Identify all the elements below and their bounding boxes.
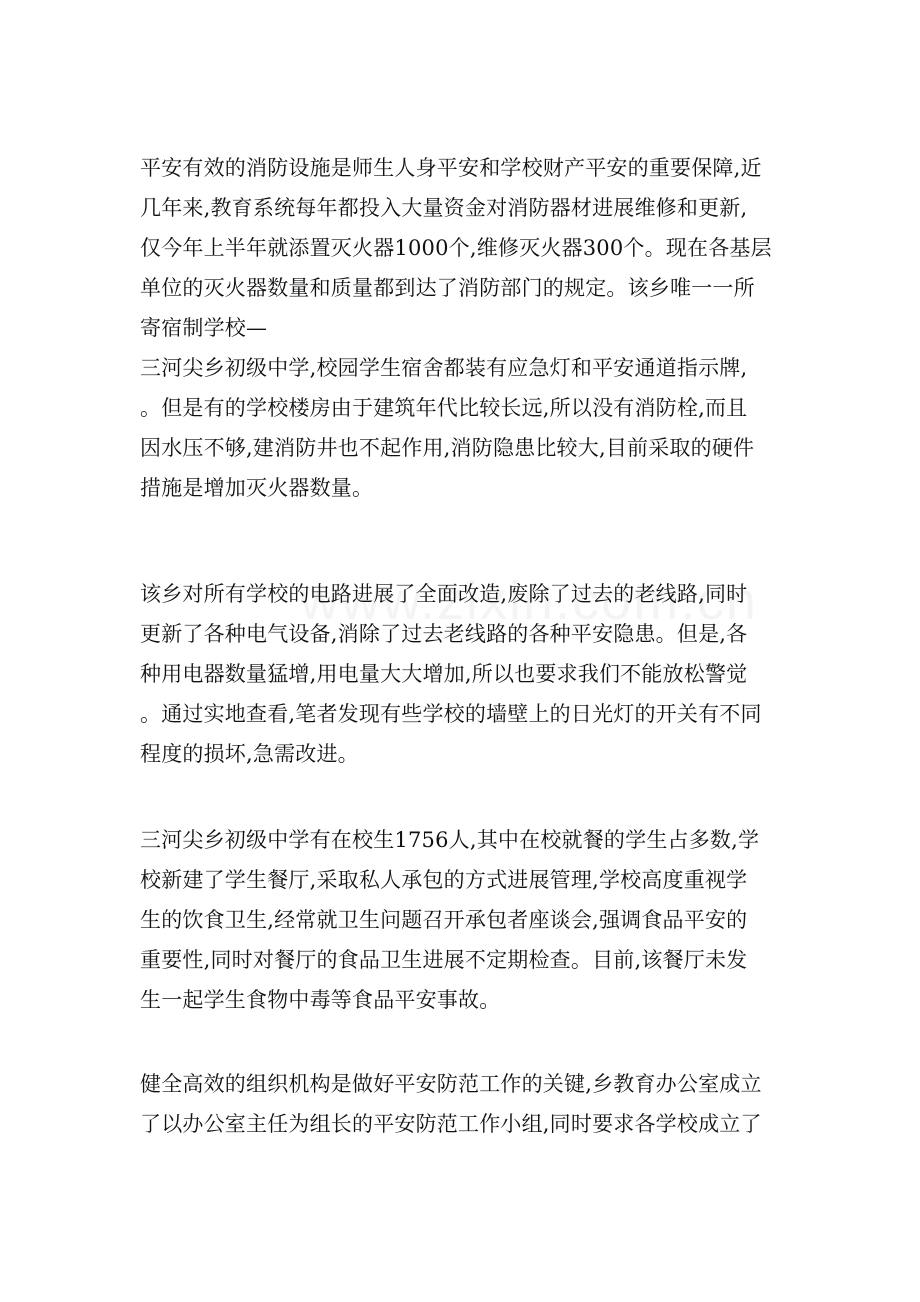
- text-line: 重要性,同时对餐厅的食品卫生进展不定期检查。目前,该餐厅未发: [140, 948, 748, 972]
- text-line: 程度的损坏,急需改进。: [140, 742, 359, 766]
- text-line: 措施是增加灭火器数量。: [140, 476, 374, 500]
- text-line: 几年来,教育系统每年都投入大量资金对消防器材进展维修和更新,: [140, 196, 748, 220]
- paragraph-organization: [140, 1064, 790, 1144]
- paragraph-food-safety: [140, 820, 790, 1020]
- text-line: 了以办公室主任为组长的平安防范工作小组,同时要求各学校成立了: [140, 1112, 762, 1136]
- text-line: 生的饮食卫生,经常就卫生问题召开承包者座谈会,强调食品平安的: [140, 908, 748, 932]
- text-line: 因水压不够,建消防井也不起作用,消防隐患比较大,目前采取的硬件: [140, 436, 755, 460]
- text-line: 该乡对所有学校的电路进展了全面改造,废除了过去的老线路,同时: [140, 582, 748, 606]
- text-line: 健全高效的组织机构是做好平安防范工作的关键,乡教育办公室成立: [140, 1072, 762, 1096]
- paragraph-electrical-safety: [140, 574, 790, 774]
- text-line: 寄宿制学校—: [140, 316, 268, 340]
- text-line: 。通过实地查看,笔者发现有些学校的墙壁上的日光灯的开关有不同: [140, 702, 762, 726]
- text-line: 三河尖乡初级中学,校园学生宿舍都装有应急灯和平安通道指示牌,: [140, 356, 748, 380]
- paragraph-fire-safety: [140, 148, 790, 508]
- text-line: 更新了各种电气设备,消除了过去老线路的各种平安隐患。但是,各: [140, 622, 748, 646]
- text-line: 三河尖乡初级中学有在校生1756人,其中在校就餐的学生占多数,学: [140, 828, 760, 852]
- text-line: 仅今年上半年就添置灭火器1000个,维修灭火器300个。现在各基层: [140, 236, 772, 260]
- text-line: 种用电器数量猛增,用电量大大增加,所以也要求我们不能放松警觉: [140, 662, 748, 686]
- text-line: 。但是有的学校楼房由于建筑年代比较长远,所以没有消防栓,而且: [140, 396, 748, 420]
- text-line: 平安有效的消防设施是师生人身平安和学校财产平安的重要保障,近: [140, 156, 762, 180]
- text-line: 单位的灭火器数量和质量都到达了消防部门的规定。该乡唯一一所: [140, 276, 755, 300]
- text-line: 校新建了学生餐厅,采取私人承包的方式进展管理,学校高度重视学: [140, 868, 748, 892]
- text-line: 生一起学生食物中毒等食品平安事故。: [140, 988, 501, 1012]
